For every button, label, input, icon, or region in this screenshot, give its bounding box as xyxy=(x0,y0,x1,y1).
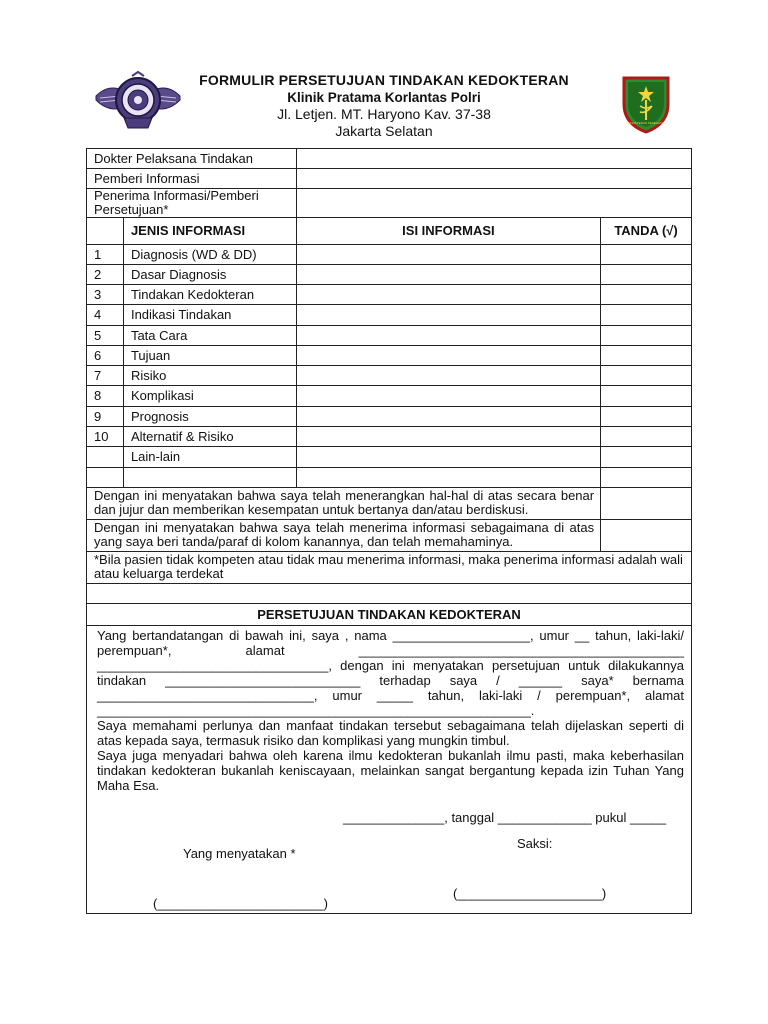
clinic-address: Jl. Letjen. MT. Haryono Kav. 37-38 xyxy=(277,106,491,122)
row-number: 8 xyxy=(87,386,124,407)
table-row xyxy=(87,245,692,265)
note-row xyxy=(87,552,692,584)
row-number: 10 xyxy=(87,427,124,447)
row-label: Tujuan xyxy=(123,346,296,366)
table-row xyxy=(87,326,692,346)
declarant-label: Yang menyatakan * xyxy=(183,846,296,861)
table-row xyxy=(87,407,692,427)
row-number: 7 xyxy=(87,366,124,386)
tanda-cell[interactable] xyxy=(601,285,692,305)
field-value-penerima[interactable] xyxy=(296,189,691,218)
table-row xyxy=(87,346,692,366)
isi-cell[interactable] xyxy=(296,245,600,265)
field-row-dokter xyxy=(87,149,692,169)
doctor-signature-cell[interactable] xyxy=(601,488,692,520)
medical-shield-logo xyxy=(620,74,672,134)
consent-title-row xyxy=(87,604,692,626)
row-number xyxy=(87,468,124,488)
table-header-row xyxy=(87,218,692,245)
declarant-signature-line[interactable]: (_______________________) xyxy=(153,896,328,911)
row-label: Tata Cara xyxy=(123,326,296,346)
isi-cell[interactable] xyxy=(296,447,600,468)
header-no-cell xyxy=(87,218,124,245)
field-label-pemberi: Pemberi Informasi xyxy=(87,169,297,189)
row-label: Tindakan Kedokteran xyxy=(123,285,296,305)
table-row xyxy=(87,427,692,447)
signature-area xyxy=(97,793,684,913)
table-row-blank xyxy=(87,468,692,488)
tanda-cell[interactable] xyxy=(601,366,692,386)
row-label: Indikasi Tindakan xyxy=(123,305,296,326)
consent-body-cell xyxy=(87,626,692,914)
isi-cell[interactable] xyxy=(296,366,600,386)
field-value-pemberi[interactable] xyxy=(296,169,691,189)
doctor-statement-row xyxy=(87,488,692,520)
table-row xyxy=(87,285,692,305)
form-title: FORMULIR PERSETUJUAN TINDAKAN KEDOKTERAN xyxy=(199,72,569,88)
row-label: Lain-lain xyxy=(123,447,296,468)
header-text-block xyxy=(180,72,588,140)
tanda-cell[interactable] xyxy=(601,386,692,407)
table-row xyxy=(87,305,692,326)
logo-caption: KEDOKTERAN KESEHATAN xyxy=(626,121,666,125)
table-row xyxy=(87,386,692,407)
row-label: Komplikasi xyxy=(123,386,296,407)
clinic-city: Jakarta Selatan xyxy=(335,123,433,139)
row-number: 9 xyxy=(87,407,124,427)
isi-cell[interactable] xyxy=(296,427,600,447)
tanda-cell[interactable] xyxy=(601,346,692,366)
row-label: Dasar Diagnosis xyxy=(123,265,296,285)
tanda-cell[interactable] xyxy=(601,468,692,488)
field-row-pemberi xyxy=(87,169,692,189)
row-number: 3 xyxy=(87,285,124,305)
field-label-dokter: Dokter Pelaksana Tindakan xyxy=(87,149,297,169)
row-label: Risiko xyxy=(123,366,296,386)
header-jenis-informasi: JENIS INFORMASI xyxy=(123,218,296,245)
isi-cell[interactable] xyxy=(296,265,600,285)
isi-cell[interactable] xyxy=(296,346,600,366)
tanda-cell[interactable] xyxy=(601,245,692,265)
witness-label: Saksi: xyxy=(517,836,553,851)
isi-cell[interactable] xyxy=(296,386,600,407)
spacer-cell xyxy=(87,584,692,604)
field-row-penerima xyxy=(87,189,692,218)
doctor-statement-text: Dengan ini menyatakan bahwa saya telah menerangkan hal-hal di atas secara benar dan jujur dan memberikan kesempatan untuk bertanya dan/atau berdiskusi. xyxy=(87,488,601,520)
tanda-cell[interactable] xyxy=(601,326,692,346)
tanda-cell[interactable] xyxy=(601,427,692,447)
row-number: 2 xyxy=(87,265,124,285)
header-tanda: TANDA (√) xyxy=(601,218,692,245)
isi-cell[interactable] xyxy=(296,305,600,326)
isi-cell[interactable] xyxy=(296,326,600,346)
date-time-line[interactable]: ______________, tanggal _____________ pukul _____ xyxy=(343,810,667,825)
row-number: 4 xyxy=(87,305,124,326)
table-row xyxy=(87,366,692,386)
row-label: Prognosis xyxy=(123,407,296,427)
table-row xyxy=(87,265,692,285)
document-header xyxy=(0,68,768,138)
patient-signature-cell[interactable] xyxy=(601,520,692,552)
tanda-cell[interactable] xyxy=(601,305,692,326)
row-number xyxy=(87,447,124,468)
row-label[interactable] xyxy=(123,468,296,488)
row-number: 5 xyxy=(87,326,124,346)
patient-statement-row xyxy=(87,520,692,552)
consent-form-table xyxy=(86,148,692,914)
spacer-row xyxy=(87,584,692,604)
row-number: 1 xyxy=(87,245,124,265)
isi-cell[interactable] xyxy=(296,285,600,305)
field-label-penerima: Penerima Informasi/Pemberi Persetujuan* xyxy=(87,189,297,218)
korlantas-emblem-logo xyxy=(94,70,182,132)
tanda-cell[interactable] xyxy=(601,265,692,285)
row-label: Alternatif & Risiko xyxy=(123,427,296,447)
row-number: 6 xyxy=(87,346,124,366)
witness-signature-line[interactable]: (____________________) xyxy=(453,886,607,901)
isi-cell[interactable] xyxy=(296,407,600,427)
consent-paragraph-1: Yang bertandatangan di bawah ini, saya , nama ___________________, umur __ tahun, laki-laki/ perempuan*, alamat _____________________________________________ ________________________________, dengan ini menyatakan persetujuan untuk dilakukannya tindakan ___________________________ terhadap saya / ______ saya* bernama ______________________________, umur _____ tahun, laki-laki / perempuan*, alamat ____________________________________________________________. xyxy=(97,628,684,718)
isi-cell[interactable] xyxy=(296,468,600,488)
consent-title: PERSETUJUAN TINDAKAN KEDOKTERAN xyxy=(87,604,692,626)
table-row xyxy=(87,447,692,468)
footnote-text: *Bila pasien tidak kompeten atau tidak mau menerima informasi, maka penerima informasi adalah wali atau keluarga terdekat xyxy=(87,552,692,584)
header-isi-informasi: ISI INFORMASI xyxy=(296,218,600,245)
row-label: Diagnosis (WD & DD) xyxy=(123,245,296,265)
tanda-cell[interactable] xyxy=(601,407,692,427)
consent-paragraph-3: Saya juga menyadari bahwa oleh karena ilmu kedokteran bukanlah ilmu pasti, maka keberhasilan tindakan kedokteran bukanlah keniscayaan, melainkan sangat bergantung kepada izin Tuhan Yang Maha Esa. xyxy=(97,748,684,793)
consent-body-row xyxy=(87,626,692,914)
field-value-dokter[interactable] xyxy=(296,149,691,169)
clinic-name: Klinik Pratama Korlantas Polri xyxy=(287,90,481,105)
patient-statement-text: Dengan ini menyatakan bahwa saya telah menerima informasi sebagaimana di atas yang saya beri tanda/paraf di kolom kanannya, dan telah memahaminya. xyxy=(87,520,601,552)
tanda-cell[interactable] xyxy=(601,447,692,468)
consent-paragraph-2: Saya memahami perlunya dan manfaat tindakan tersebut sebagaimana telah dijelaskan seperti di atas kepada saya, termasuk risiko dan komplikasi yang mungkin timbul. xyxy=(97,718,684,748)
